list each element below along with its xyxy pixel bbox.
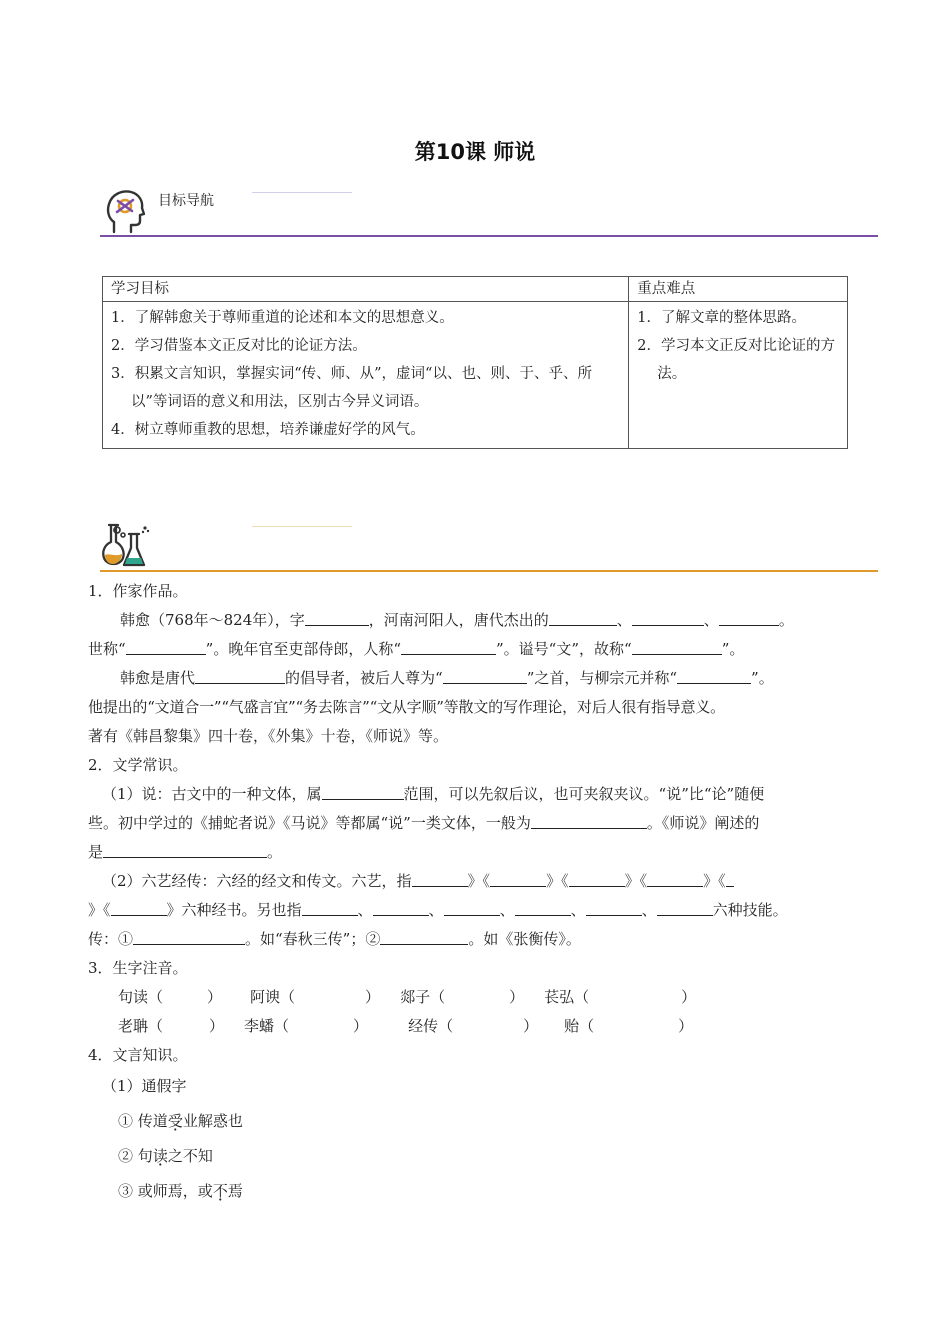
study-section-header bbox=[100, 518, 878, 572]
text: 》六种经书。另也指 bbox=[166, 901, 302, 919]
text: 、 bbox=[499, 901, 515, 919]
page-title: 第10课 师说 bbox=[414, 140, 536, 164]
fill-blank[interactable] bbox=[657, 899, 713, 916]
fill-blank[interactable] bbox=[443, 667, 527, 684]
text: 世称“ bbox=[88, 640, 126, 658]
key-point-item: 1．了解文章的整体思路。 bbox=[637, 310, 806, 326]
pinyin-item: 经传（ bbox=[408, 1017, 454, 1035]
text: 句 bbox=[137, 1147, 153, 1165]
text: 。如《张衡传》。 bbox=[468, 930, 581, 948]
col-header-key-points: 重点难点 bbox=[629, 277, 848, 302]
text: （2）六艺经传：六经的经文和传文。六艺，指 bbox=[102, 872, 412, 890]
text: 韩愈（768年～824年），字 bbox=[120, 611, 305, 629]
pinyin-item: ） bbox=[681, 988, 697, 1006]
text: 、 bbox=[641, 901, 657, 919]
dotted-char: 读 bbox=[152, 1147, 168, 1165]
fill-blank[interactable] bbox=[531, 812, 647, 829]
fill-blank[interactable] bbox=[515, 899, 571, 916]
fill-blank[interactable] bbox=[586, 899, 642, 916]
pinyin-item: ） bbox=[209, 1017, 225, 1035]
pinyin-item: ） bbox=[207, 988, 223, 1006]
paragraph bbox=[88, 867, 878, 896]
fill-blank[interactable] bbox=[490, 870, 546, 887]
paragraph bbox=[88, 925, 878, 954]
key-point-item: 2．学习本文正反对比论证的方法。 bbox=[637, 338, 835, 382]
text: ”。 bbox=[751, 669, 774, 687]
key-points-list bbox=[629, 302, 848, 449]
paragraph bbox=[88, 809, 878, 838]
text: 。如“春秋三传”；② bbox=[245, 930, 381, 948]
goal-item: 1．了解韩愈关于尊师重道的论述和本文的思想意义。 bbox=[111, 310, 454, 326]
pinyin-item: 句读（ bbox=[118, 988, 164, 1006]
text: ”。谥号“文”，故称“ bbox=[496, 640, 632, 658]
study-content bbox=[88, 577, 878, 1206]
example-item bbox=[88, 1177, 878, 1206]
header-accent-line bbox=[252, 526, 352, 527]
fill-blank[interactable] bbox=[677, 667, 751, 684]
goal-item: 2．学习借鉴本文正反对比的论证方法。 bbox=[111, 338, 367, 354]
goal-item: 4．树立尊师重教的思想，培养谦虚好学的风气。 bbox=[111, 422, 425, 438]
text: 》《 bbox=[624, 872, 648, 890]
dotted-char: 不 bbox=[212, 1182, 228, 1200]
text: 》《 bbox=[467, 872, 491, 890]
text: 是 bbox=[88, 843, 104, 861]
heading-author-works: 1．作家作品。 bbox=[88, 582, 188, 600]
paragraph bbox=[88, 664, 878, 693]
text: 、 bbox=[570, 901, 586, 919]
pinyin-item: ） bbox=[509, 988, 525, 1006]
fill-blank[interactable] bbox=[632, 638, 722, 655]
example-item bbox=[88, 1107, 878, 1136]
goals-section-header bbox=[100, 185, 878, 237]
pinyin-item: 郯子（ bbox=[400, 988, 446, 1006]
paragraph: 著有《韩昌黎集》四十卷，《外集》十卷，《师说》等。 bbox=[88, 727, 449, 745]
text: ”。 bbox=[721, 640, 745, 658]
text: ”。晚年官至吏部侍郎，人称“ bbox=[205, 640, 402, 658]
paragraph bbox=[88, 780, 878, 809]
paragraph: 他提出的“文道合一”“气盛言宜”“务去陈言”“文从字顺”等散文的写作理论，对后人很有指导意义。 bbox=[88, 698, 725, 716]
text: 传道 bbox=[137, 1112, 168, 1130]
example-item bbox=[88, 1142, 878, 1171]
text: 或师焉，或 bbox=[137, 1182, 213, 1200]
section-divider bbox=[100, 235, 878, 237]
fill-blank[interactable] bbox=[133, 928, 245, 945]
text: 、 bbox=[703, 611, 719, 629]
text: 、 bbox=[616, 611, 632, 629]
pinyin-item: ） bbox=[365, 988, 381, 1006]
text: 。 bbox=[778, 611, 794, 629]
text: 六种技能。 bbox=[712, 901, 788, 919]
text: ”之首，与柳宗元并称“ bbox=[526, 669, 678, 687]
fill-blank[interactable] bbox=[373, 899, 429, 916]
text: 、 bbox=[428, 901, 444, 919]
item-number: ③ bbox=[118, 1182, 134, 1200]
pinyin-item: 老聃（ bbox=[118, 1017, 164, 1035]
goals-section-label: 目标导航 bbox=[158, 193, 214, 209]
fill-blank[interactable] bbox=[380, 928, 468, 945]
section-divider bbox=[100, 570, 878, 572]
pinyin-item: 阿谀（ bbox=[250, 988, 296, 1006]
pinyin-item: ） bbox=[678, 1017, 694, 1035]
heading-pronunciation: 3．生字注音。 bbox=[88, 959, 188, 977]
subheading-tongjiazi: （1）通假字 bbox=[102, 1077, 187, 1095]
col-header-goals: 学习目标 bbox=[103, 277, 629, 302]
item-number: ① bbox=[118, 1112, 134, 1130]
pinyin-item: ） bbox=[523, 1017, 539, 1035]
fill-blank[interactable] bbox=[111, 899, 167, 916]
fill-blank[interactable] bbox=[126, 638, 206, 655]
text: 之不知 bbox=[167, 1147, 213, 1165]
goals-list bbox=[103, 302, 629, 449]
fill-blank[interactable] bbox=[302, 899, 358, 916]
fill-blank[interactable] bbox=[322, 783, 404, 800]
fill-blank[interactable] bbox=[103, 841, 267, 858]
text: ，河南河阳人，唐代杰出的 bbox=[368, 611, 549, 629]
text: 传：① bbox=[88, 930, 134, 948]
fill-blank[interactable] bbox=[647, 870, 703, 887]
fill-blank[interactable] bbox=[569, 870, 625, 887]
head-gear-icon bbox=[105, 188, 145, 234]
text: 》《 bbox=[703, 872, 726, 890]
lab-flask-icon bbox=[100, 522, 152, 570]
dotted-char: 受 bbox=[167, 1112, 183, 1130]
text: 范围，可以先叙后议，也可夹叙夹议。“说”比“论”随便 bbox=[403, 785, 765, 803]
text: 》《 bbox=[88, 901, 111, 919]
pronunciation-row bbox=[88, 1012, 878, 1041]
pinyin-item: 贻（ bbox=[564, 1017, 595, 1035]
goal-item: 3．积累文言知识，掌握实词“传、师、从”，虚词“以、也、则、于、乎、所以”等词语的意义和用法，区别古今异义词语。 bbox=[111, 366, 592, 410]
paragraph bbox=[88, 635, 878, 664]
goals-table bbox=[102, 276, 848, 449]
pinyin-item: 苌弘（ bbox=[544, 988, 590, 1006]
text: （1）说：古文中的一种文体，属 bbox=[102, 785, 322, 803]
fill-blank[interactable] bbox=[412, 870, 468, 887]
text: 些。初中学过的《捕蛇者说》《马说》等都属“说”一类文体，一般为 bbox=[88, 814, 531, 832]
paragraph bbox=[88, 606, 878, 635]
paragraph bbox=[88, 838, 878, 867]
fill-blank[interactable] bbox=[195, 667, 285, 684]
fill-blank[interactable] bbox=[549, 609, 617, 626]
text: 。《师说》阐述的 bbox=[646, 814, 760, 832]
paragraph bbox=[88, 896, 878, 925]
text: 、 bbox=[357, 901, 373, 919]
text: 。 bbox=[267, 843, 283, 861]
heading-classical-knowledge: 4．文言知识。 bbox=[88, 1046, 188, 1064]
text: 业解惑也 bbox=[182, 1112, 243, 1130]
text: 韩愈是唐代 bbox=[120, 669, 196, 687]
pinyin-item: ） bbox=[353, 1017, 369, 1035]
fill-blank[interactable] bbox=[305, 609, 369, 626]
fill-blank[interactable] bbox=[632, 609, 704, 626]
fill-blank[interactable] bbox=[719, 609, 779, 626]
fill-blank[interactable] bbox=[444, 899, 500, 916]
text: 》《 bbox=[546, 872, 569, 890]
text: 的倡导者，被后人尊为“ bbox=[285, 669, 443, 687]
header-accent-line bbox=[252, 192, 352, 193]
item-number: ② bbox=[118, 1147, 134, 1165]
heading-literary-knowledge: 2．文学常识。 bbox=[88, 756, 188, 774]
fill-blank[interactable] bbox=[726, 870, 734, 887]
fill-blank[interactable] bbox=[401, 638, 496, 655]
text: 焉 bbox=[227, 1182, 243, 1200]
pronunciation-row bbox=[88, 983, 878, 1012]
pinyin-item: 李蟠（ bbox=[244, 1017, 290, 1035]
